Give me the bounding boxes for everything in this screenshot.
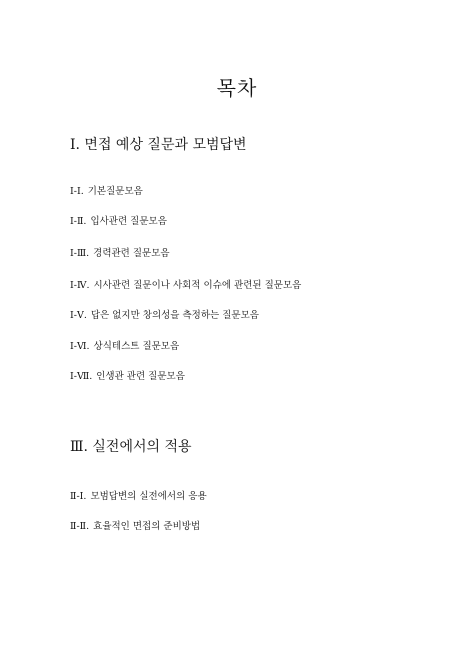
- page-title: 목차: [216, 76, 258, 100]
- toc-item-label: 상식테스트 질문모음: [93, 341, 180, 352]
- toc-item-label: 시사관련 질문이나 사회적 이슈에 관련된 질문모음: [93, 280, 302, 291]
- toc-item-number: Ⅱ-Ⅰ.: [70, 491, 87, 502]
- toc-item-label: 인생관 관련 질문모음: [96, 371, 185, 382]
- toc-item: [70, 277, 301, 291]
- toc-item: [70, 183, 143, 197]
- toc-item: [70, 518, 200, 532]
- toc-item: [70, 307, 259, 321]
- toc-item-number: Ⅰ-Ⅶ.: [70, 371, 93, 382]
- section-heading-1: Ⅰ. 면접 예상 질문과 모범답변: [70, 137, 247, 153]
- toc-item-label: 경력관련 질문모음: [93, 248, 170, 259]
- toc-item: [70, 245, 170, 259]
- toc-item: [70, 368, 185, 382]
- toc-item-number: Ⅰ-Ⅳ.: [70, 280, 90, 291]
- toc-item-label: 효율적인 면접의 준비방법: [93, 521, 201, 532]
- toc-item: [70, 338, 179, 352]
- toc-item-number: Ⅱ-Ⅱ.: [70, 521, 90, 532]
- toc-item: [70, 488, 207, 502]
- toc-item-label: 기본질문모음: [87, 186, 143, 197]
- toc-item-number: Ⅰ-Ⅰ.: [70, 186, 84, 197]
- toc-item-label: 입사관련 질문모음: [90, 216, 167, 227]
- toc-item-label: 답은 없지만 창의성을 측정하는 질문모음: [90, 310, 259, 321]
- toc-item-number: Ⅰ-Ⅵ.: [70, 341, 90, 352]
- toc-item: [70, 213, 167, 227]
- toc-item-number: Ⅰ-Ⅲ.: [70, 248, 90, 259]
- section-heading-2: Ⅲ. 실전에서의 적용: [70, 439, 192, 455]
- toc-item-number: Ⅰ-Ⅴ.: [70, 310, 87, 321]
- toc-item-label: 모범답변의 실전에서의 응용: [90, 491, 207, 502]
- toc-item-number: Ⅰ-Ⅱ.: [70, 216, 87, 227]
